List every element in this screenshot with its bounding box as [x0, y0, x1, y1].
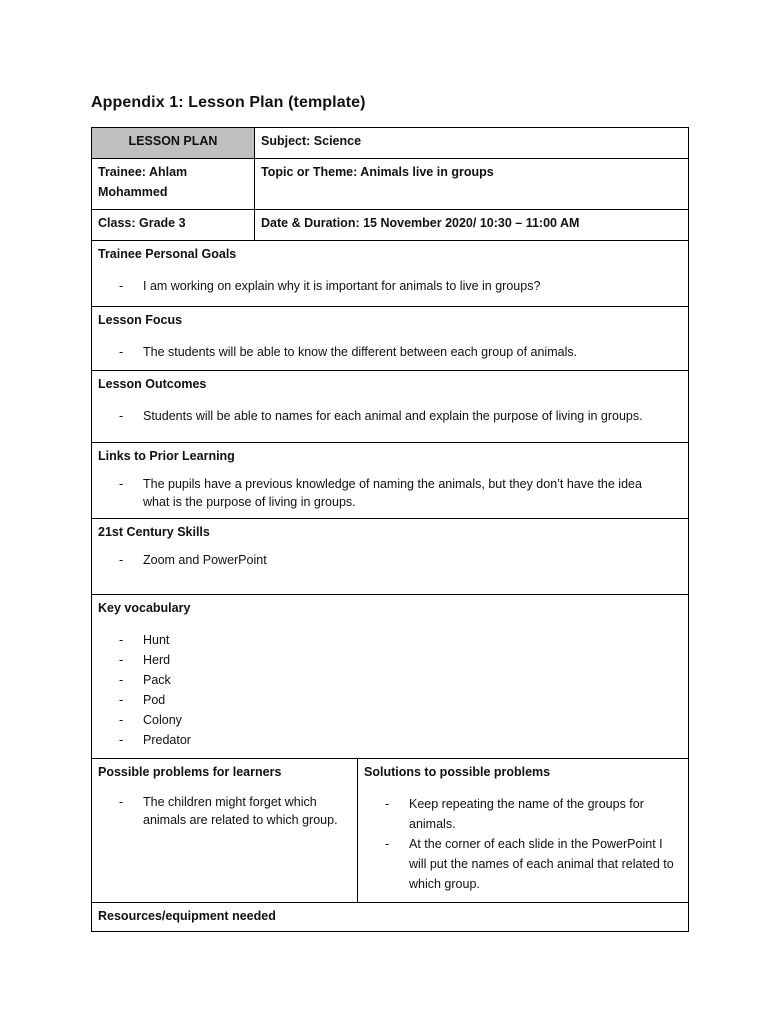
list-item	[98, 407, 682, 425]
goals-heading: Trainee Personal Goals	[98, 247, 237, 261]
list-item	[98, 650, 682, 670]
date-cell	[255, 210, 689, 241]
vocab-colony: Colony	[143, 713, 182, 727]
outcomes-item-text: Students will be able to names for each animal and explain the purpose of living in groups.	[143, 409, 643, 423]
list-item	[98, 630, 682, 650]
vocab-hunt: Hunt	[143, 633, 170, 647]
dash-marker: -	[119, 693, 124, 707]
dash-marker: -	[119, 653, 124, 667]
problems-item-text: The children might forget which animals are related to which group.	[143, 795, 338, 827]
list-item	[98, 551, 682, 569]
list-item	[98, 710, 682, 730]
prior-item-text: The pupils have a previous knowledge of naming the animals, but they don’t have the idea what is the purpose of living in groups.	[143, 477, 642, 509]
skills-item-text: Zoom and PowerPoint	[143, 553, 267, 567]
dash-marker: -	[119, 553, 124, 567]
list-item	[98, 730, 682, 750]
dash-marker: -	[119, 345, 124, 359]
solutions-heading: Solutions to possible problems	[364, 765, 551, 779]
prior-cell	[92, 443, 689, 519]
list-item	[98, 670, 682, 690]
prior-row	[92, 443, 689, 519]
dash-marker: -	[119, 795, 124, 809]
dash-marker: -	[119, 733, 124, 747]
focus-cell	[92, 307, 689, 371]
header-row-3	[92, 210, 689, 241]
header-row-1	[92, 128, 689, 159]
vocab-herd: Herd	[143, 653, 171, 667]
prior-heading: Links to Prior Learning	[98, 449, 235, 463]
vocab-pack: Pack	[143, 673, 171, 687]
dash-marker: -	[119, 713, 124, 727]
outcomes-row	[92, 371, 689, 443]
outcomes-heading: Lesson Outcomes	[98, 377, 207, 391]
solutions-item-1: Keep repeating the name of the groups for animals.	[409, 797, 644, 831]
resources-row	[92, 903, 689, 932]
list-item	[98, 793, 351, 829]
dash-marker: -	[385, 837, 390, 851]
problems-cell	[92, 759, 358, 903]
goals-cell	[92, 241, 689, 307]
solutions-cell	[358, 759, 689, 903]
list-item	[98, 475, 682, 511]
lesson-plan-label: LESSON PLAN	[128, 134, 218, 148]
trainee-line-1: Trainee: Ahlam	[98, 165, 188, 179]
problems-row	[92, 759, 689, 903]
resources-cell	[92, 903, 689, 932]
vocab-heading: Key vocabulary	[98, 601, 191, 615]
goals-row	[92, 241, 689, 307]
focus-row	[92, 307, 689, 371]
focus-heading: Lesson Focus	[98, 313, 183, 327]
subject: Subject: Science	[261, 134, 362, 148]
header-row-2	[92, 159, 689, 210]
class: Class: Grade 3	[98, 216, 186, 230]
topic: Topic or Theme: Animals live in groups	[261, 165, 494, 179]
topic-cell	[255, 159, 689, 210]
dash-marker: -	[119, 477, 124, 491]
trainee-line-2: Mohammed	[98, 185, 168, 199]
class-cell	[92, 210, 255, 241]
dash-marker: -	[119, 279, 124, 293]
dash-marker: -	[119, 673, 124, 687]
dash-marker: -	[119, 409, 124, 423]
vocab-row	[92, 595, 689, 759]
goals-item-text: I am working on explain why it is important for animals to live in groups?	[143, 279, 541, 293]
lesson-plan-table	[91, 127, 689, 932]
dash-marker: -	[385, 797, 390, 811]
document-title: Appendix 1: Lesson Plan (template)	[91, 94, 366, 111]
subject-cell	[255, 128, 689, 159]
lesson-plan-label-cell	[92, 128, 255, 159]
vocab-pod: Pod	[143, 693, 166, 707]
list-item	[364, 834, 682, 894]
date-duration: Date & Duration: 15 November 2020/ 10:30 – 11:00 AM	[261, 216, 580, 230]
list-item	[364, 794, 682, 834]
list-item	[98, 343, 682, 361]
skills-cell	[92, 519, 689, 595]
dash-marker: -	[119, 633, 124, 647]
list-item	[98, 690, 682, 710]
skills-row	[92, 519, 689, 595]
outcomes-cell	[92, 371, 689, 443]
problems-heading: Possible problems for learners	[98, 765, 282, 779]
vocab-cell	[92, 595, 689, 759]
skills-heading: 21st Century Skills	[98, 525, 210, 539]
list-item	[98, 277, 682, 295]
resources-heading: Resources/equipment needed	[98, 909, 276, 923]
vocab-predator: Predator	[143, 733, 191, 747]
focus-item-text: The students will be able to know the different between each group of animals.	[143, 345, 578, 359]
trainee-cell	[92, 159, 255, 210]
solutions-item-2: At the corner of each slide in the PowerPoint I will put the names of each animal that related to which group.	[409, 837, 674, 891]
